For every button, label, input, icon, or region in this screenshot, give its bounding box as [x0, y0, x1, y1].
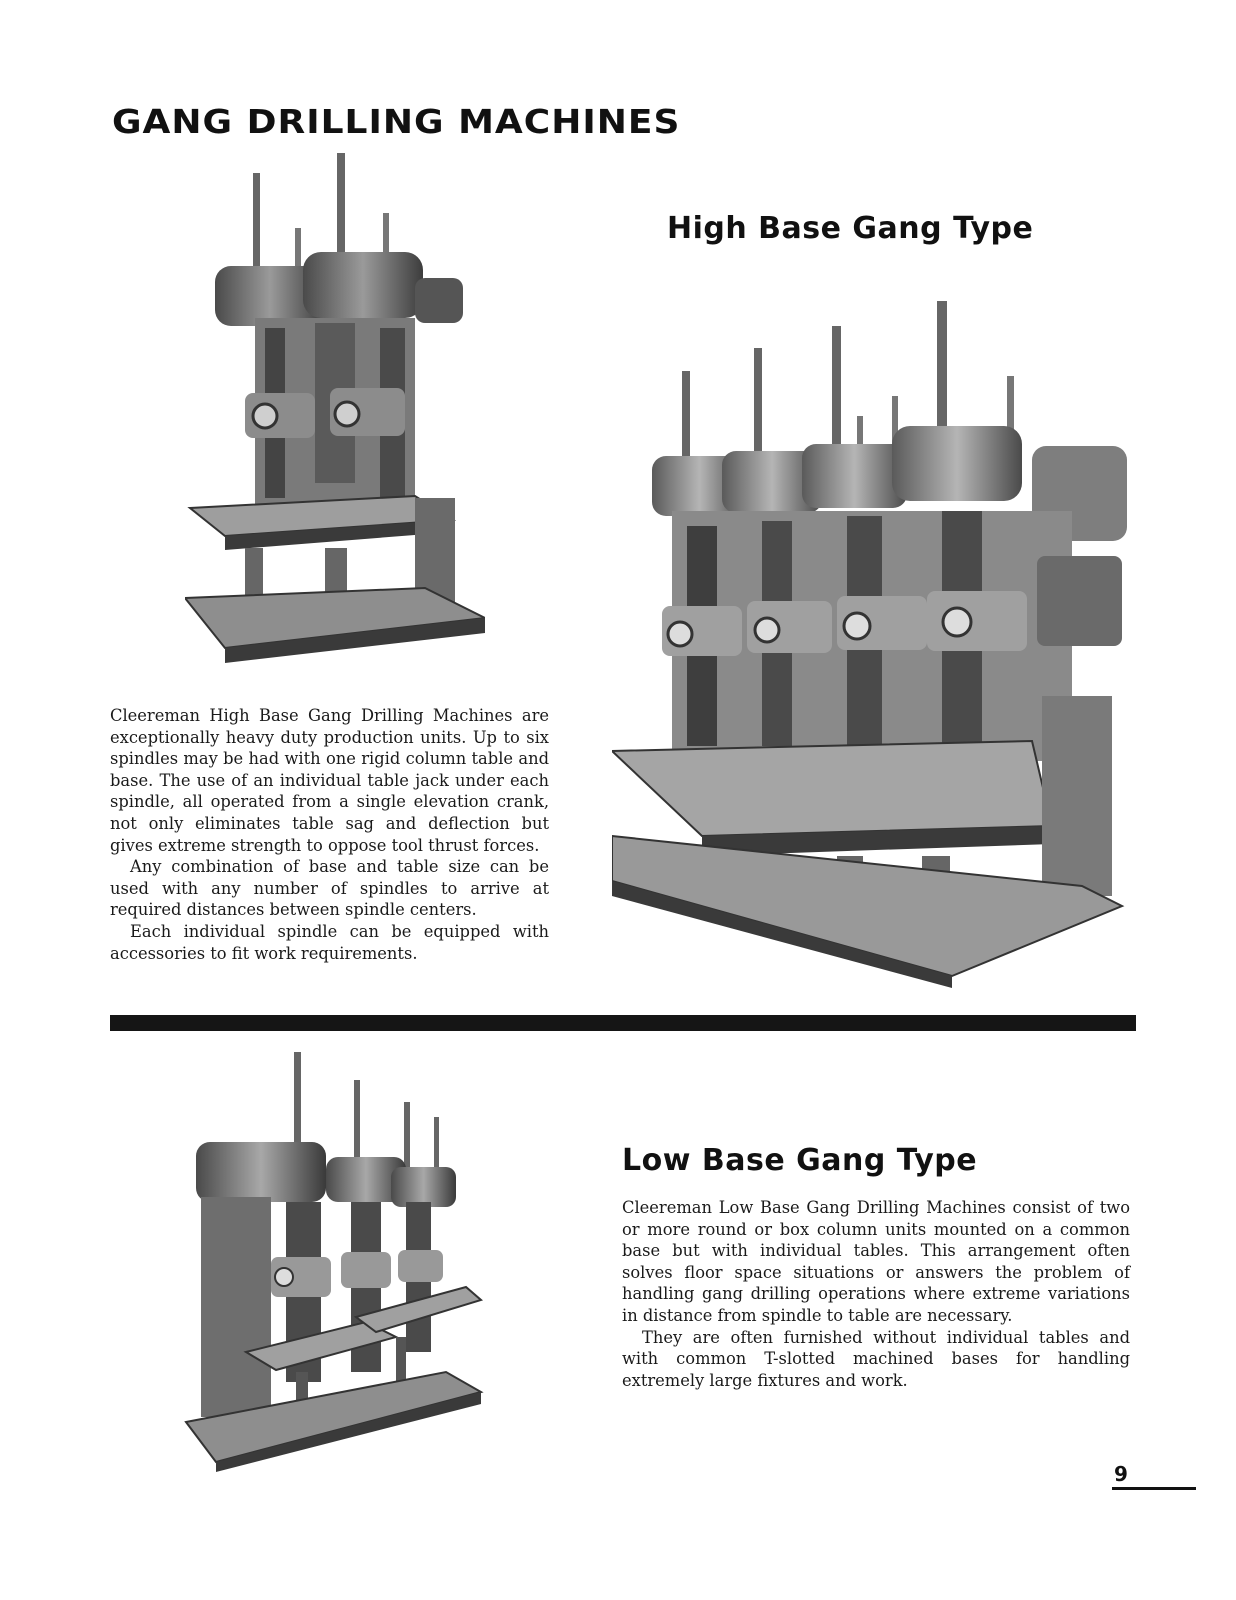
low-base-description [622, 1197, 1130, 1391]
high-base-paragraph-1: Cleereman High Base Gang Drilling Machines are exceptionally heavy duty production units. Up to six spindles may be had with one rigid column table and base. The use of an individual table jack under each spindle, all operated from a single elevation crank, not only eliminates table sag and deflection but gives extreme strength to oppose tool thrust forces. [110, 706, 549, 855]
page-number: 9 [1114, 1462, 1128, 1486]
low-base-paragraph-2: They are often furnished without individual tables and with common T-slotted machined bases for handling extremely large fixtures and work. [622, 1327, 1130, 1390]
high-base-heading: High Base Gang Type [667, 211, 1034, 246]
photo-four-spindle-low-base-machine [176, 1052, 486, 1472]
low-base-heading: Low Base Gang Type [622, 1143, 978, 1178]
high-base-paragraph-3: Each individual spindle can be equipped with accessories to fit work requirements. [110, 921, 549, 963]
section-divider [110, 1015, 1136, 1031]
page-number-rule [1112, 1487, 1196, 1490]
high-base-paragraph-2: Any combination of base and table size can be used with any number of spindles to arrive at required distances between spindle centers. [110, 857, 549, 920]
photo-four-spindle-high-base-machine [612, 296, 1136, 990]
low-base-paragraph-1: Cleereman Low Base Gang Drilling Machines consist of two or more round or box column units mounted on a common base but with individual tables. This arrangement often solves floor space situations or answers the problem of handling gang drilling operations where extreme variations in distance from spindle to table are necessary. [622, 1198, 1130, 1325]
photo-two-spindle-high-base-machine [185, 148, 485, 678]
page-title: GANG DRILLING MACHINES [112, 103, 681, 142]
high-base-description [110, 705, 549, 964]
